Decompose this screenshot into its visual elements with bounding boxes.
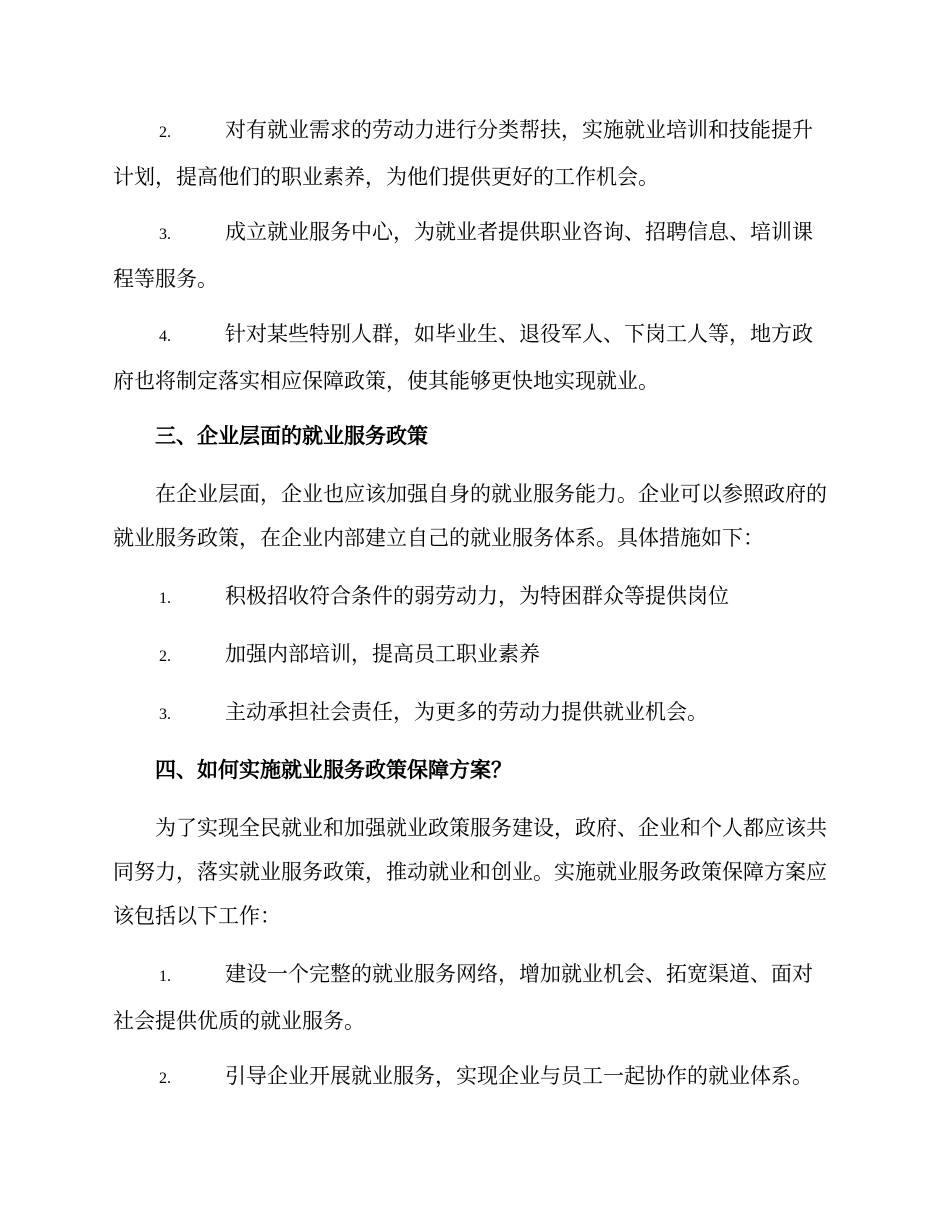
list-item-text: 成立就业服务中心，为就业者提供职业咨询、招聘信息、培训课程等服务。 (113, 220, 813, 291)
list-number: 2. (159, 124, 171, 141)
list-number: 1. (159, 968, 171, 985)
section-heading: 三、企业层面的就业服务政策 (155, 424, 428, 448)
list-number: 2. (159, 648, 171, 665)
list-item-text: 主动承担社会责任，为更多的劳动力提供就业机会。 (225, 700, 708, 724)
list-item (113, 1054, 833, 1101)
list-item-text: 对有就业需求的劳动力进行分类帮扶，实施就业培训和技能提升计划，提高他们的职业素养，为他们提供更好的工作机会。 (113, 118, 813, 189)
list-item-text: 针对某些特别人群，如毕业生、退役军人、下岗工人等，地方政府也将制定落实相应保障政策，使其能够更快地实现就业。 (113, 322, 813, 393)
list-item-text: 建设一个完整的就业服务网络，增加就业机会、拓宽渠道、面对社会提供优质的就业服务。 (113, 962, 813, 1033)
paragraph: 在企业层面，企业也应该加强自身的就业服务能力。企业可以参照政府的就业服务政策，在企业内部建立自己的就业服务体系。具体措施如下： (113, 482, 827, 550)
list-item-text: 引导企业开展就业服务，实现企业与员工一起协作的就业体系。 (225, 1064, 813, 1088)
list-item (113, 690, 833, 737)
list-number: 3. (159, 706, 171, 723)
list-item (113, 574, 833, 621)
list-number: 3. (159, 226, 171, 243)
list-number: 1. (159, 590, 171, 607)
section-heading: 四、如何实施就业服务政策保障方案？ (155, 758, 512, 782)
list-item (113, 108, 833, 199)
list-number: 4. (159, 328, 171, 345)
list-item (113, 632, 833, 679)
list-number: 2. (159, 1070, 171, 1087)
list-item-text: 积极招收符合条件的弱劳动力，为特困群众等提供岗位 (225, 584, 729, 608)
paragraph: 为了实现全民就业和加强就业政策服务建设，政府、企业和个人都应该共同努力，落实就业服务政策，推动就业和创业。实施就业服务政策保障方案应该包括以下工作： (113, 816, 827, 928)
list-item-text: 加强内部培训，提高员工职业素养 (225, 642, 540, 666)
list-item (113, 210, 833, 301)
list-item (113, 952, 833, 1043)
list-item (113, 312, 833, 403)
